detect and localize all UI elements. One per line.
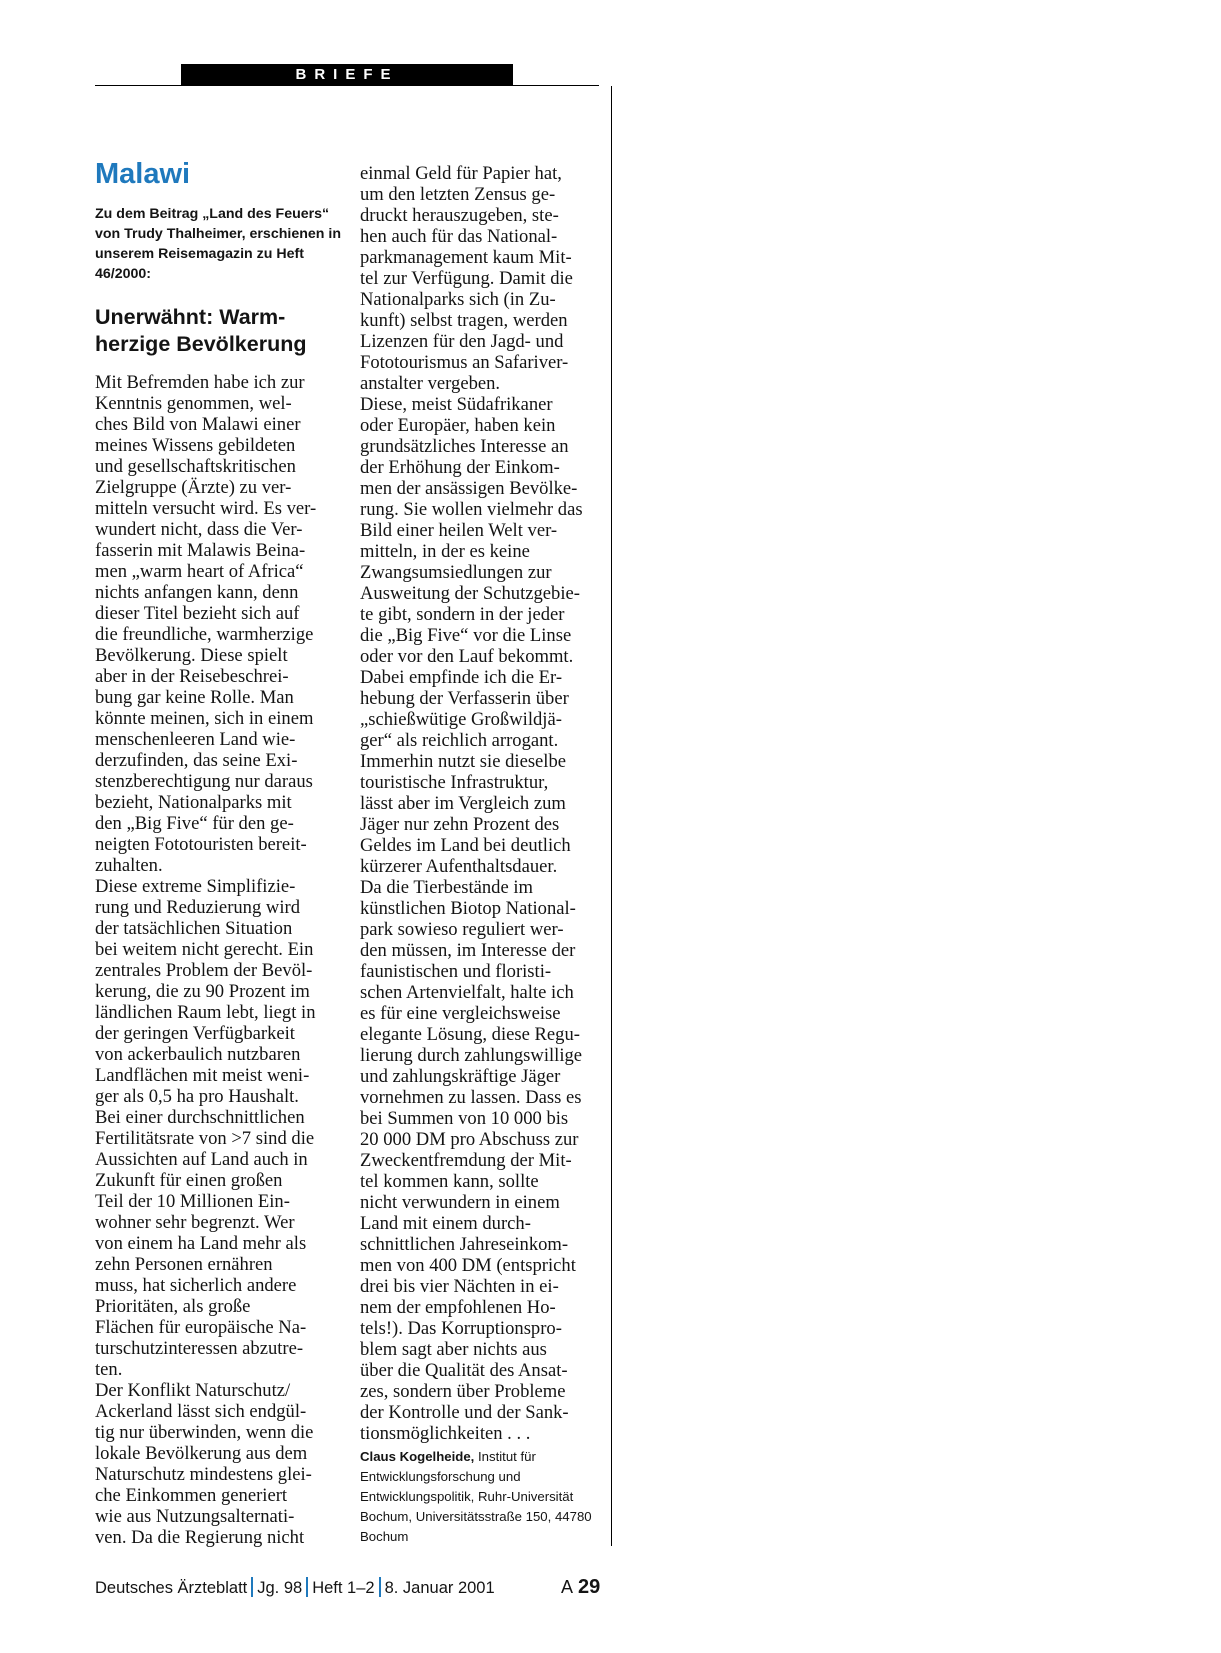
text-line: ven. Da die Regierung nicht bbox=[95, 1527, 305, 1548]
text-line: lierung durch zahlungswillige bbox=[360, 1045, 583, 1066]
text-line: Zweckentfremdung der Mit- bbox=[360, 1150, 572, 1171]
text-line: einmal Geld für Papier hat, bbox=[360, 163, 562, 184]
footer-separator bbox=[306, 1577, 308, 1597]
text-line: 20 000 DM pro Abschuss zur bbox=[360, 1129, 579, 1150]
section-header-bar: BRIEFE bbox=[181, 64, 513, 86]
text-line: wie aus Nutzungsalternati- bbox=[95, 1506, 295, 1527]
text-line: Bevölkerung. Diese spielt bbox=[95, 645, 288, 666]
text-line: den müssen, im Interesse der bbox=[360, 940, 576, 961]
text-line: Bei einer durchschnittlichen bbox=[95, 1107, 305, 1128]
text-line: Jäger nur zehn Prozent des bbox=[360, 814, 560, 835]
page-number-value: 29 bbox=[578, 1576, 601, 1598]
text-line: Nationalparks sich (in Zu- bbox=[360, 289, 556, 310]
text-line: meines Wissens gebildeten bbox=[95, 435, 296, 456]
text-line: drei bis vier Nächten in ei- bbox=[360, 1276, 559, 1297]
text-line: schnittlichen Jahreseinkom- bbox=[360, 1234, 569, 1255]
text-line: muss, hat sicherlich andere bbox=[95, 1275, 297, 1296]
text-line: Landflächen mit meist weni- bbox=[95, 1065, 310, 1086]
text-line: nicht verwundern in einem bbox=[360, 1192, 560, 1213]
text-line: Zielgruppe (Ärzte) zu ver- bbox=[95, 477, 292, 498]
text-line: Flächen für europäische Na- bbox=[95, 1317, 307, 1338]
intro-line: unserem Reisemagazin zu Heft bbox=[95, 246, 304, 262]
text-line: kerung, die zu 90 Prozent im bbox=[95, 981, 310, 1002]
text-line: Prioritäten, als große bbox=[95, 1296, 251, 1317]
text-line: te gibt, sondern in der jeder bbox=[360, 604, 565, 625]
text-line: grundsätzliches Interesse an bbox=[360, 436, 569, 457]
text-line: Dabei empfinde ich die Er- bbox=[360, 667, 563, 688]
text-line: zentrales Problem der Bevöl- bbox=[95, 960, 313, 981]
text-line: druckt herauszugeben, ste- bbox=[360, 205, 559, 226]
text-line: bezieht, Nationalparks mit bbox=[95, 792, 292, 813]
top-rule bbox=[95, 85, 599, 86]
text-line: über die Qualität des Ansat- bbox=[360, 1360, 568, 1381]
text-line: kürzerer Aufenthaltsdauer. bbox=[360, 856, 558, 877]
text-line: Der Konflikt Naturschutz/ bbox=[95, 1380, 291, 1401]
text-line: ger als 0,5 ha pro Haushalt. bbox=[95, 1086, 299, 1107]
signature-name: Claus Kogelheide, bbox=[360, 1449, 475, 1464]
text-line: um den letzten Zensus ge- bbox=[360, 184, 556, 205]
signature-line: Entwicklungsforschung und bbox=[360, 1469, 521, 1484]
signature-line: Entwicklungspolitik, Ruhr-Universität bbox=[360, 1489, 574, 1504]
page-number bbox=[561, 1573, 600, 1601]
text-line: zes, sondern über Probleme bbox=[360, 1381, 566, 1402]
text-line: park sowieso reguliert wer- bbox=[360, 919, 564, 940]
text-line: menschenleeren Land wie- bbox=[95, 729, 296, 750]
headline-line: herzige Bevölkerung bbox=[95, 332, 307, 356]
text-line: der tatsächlichen Situation bbox=[95, 918, 293, 939]
text-line: touristische Infrastruktur, bbox=[360, 772, 549, 793]
text-line: ländlichen Raum lebt, liegt in bbox=[95, 1002, 316, 1023]
text-line: der Erhöhung der Einkom- bbox=[360, 457, 560, 478]
text-line: zuhalten. bbox=[95, 855, 163, 876]
text-line: Naturschutz mindestens glei- bbox=[95, 1464, 312, 1485]
text-line: bung gar keine Rolle. Man bbox=[95, 687, 294, 708]
text-line: hebung der Verfasserin über bbox=[360, 688, 569, 709]
text-line: neigten Fototouristen bereit- bbox=[95, 834, 307, 855]
text-line: Da die Tierbestände im bbox=[360, 877, 533, 898]
text-line: derzufinden, das seine Exi- bbox=[95, 750, 298, 771]
signature-first-line bbox=[360, 1447, 605, 1467]
page-prefix: A bbox=[561, 1577, 574, 1597]
text-line: men „warm heart of Africa“ bbox=[95, 561, 304, 582]
text-line: Immerhin nutzt sie dieselbe bbox=[360, 751, 567, 772]
text-line: blem sagt aber nichts aus bbox=[360, 1339, 547, 1360]
text-line: schen Artenvielfalt, halte ich bbox=[360, 982, 574, 1003]
text-line: von einem ha Land mehr als bbox=[95, 1233, 307, 1254]
text-line: bei Summen von 10 000 bis bbox=[360, 1108, 569, 1129]
text-line: men von 400 DM (entspricht bbox=[360, 1255, 576, 1276]
text-line: fasserin mit Malawis Beina- bbox=[95, 540, 306, 561]
signature-line: Bochum, Universitätsstraße 150, 44780 bbox=[360, 1509, 592, 1524]
text-line: Land mit einem durch- bbox=[360, 1213, 531, 1234]
text-line: den „Big Five“ für den ge- bbox=[95, 813, 294, 834]
text-line: mitteln versucht wird. Es ver- bbox=[95, 498, 317, 519]
text-line: anstalter vergeben. bbox=[360, 373, 501, 394]
text-line: Diese, meist Südafrikaner bbox=[360, 394, 553, 415]
text-line: Diese extreme Simplifizie- bbox=[95, 876, 296, 897]
text-line: parkmanagement kaum Mit- bbox=[360, 247, 572, 268]
text-line: oder Europäer, haben kein bbox=[360, 415, 556, 436]
text-line: lässt aber im Vergleich zum bbox=[360, 793, 566, 814]
text-line: mitteln, in der es keine bbox=[360, 541, 530, 562]
text-line: von ackerbaulich nutzbaren bbox=[95, 1044, 301, 1065]
footer-publication: Deutsches Ärzteblatt bbox=[95, 1579, 248, 1597]
text-line: tels!). Das Korruptionspro- bbox=[360, 1318, 562, 1339]
text-line: tig nur überwinden, wenn die bbox=[95, 1422, 314, 1443]
text-line: Lizenzen für den Jagd- und bbox=[360, 331, 564, 352]
text-line: oder vor den Lauf bekommt. bbox=[360, 646, 574, 667]
text-line: che Einkommen generiert bbox=[95, 1485, 288, 1506]
letter-headline bbox=[95, 304, 335, 358]
text-line: künstlichen Biotop National- bbox=[360, 898, 576, 919]
text-line: vornehmen zu lassen. Dass es bbox=[360, 1087, 582, 1108]
text-line: Ausweitung der Schutzgebie- bbox=[360, 583, 580, 604]
text-line: der geringen Verfügbarkeit bbox=[95, 1023, 295, 1044]
text-line: zehn Personen ernähren bbox=[95, 1254, 273, 1275]
text-line: wohner sehr begrenzt. Wer bbox=[95, 1212, 295, 1233]
left-column bbox=[95, 156, 341, 1548]
text-line: ten. bbox=[95, 1359, 123, 1380]
text-line: wundert nicht, dass die Ver- bbox=[95, 519, 303, 540]
text-line: kunft) selbst tragen, werden bbox=[360, 310, 568, 331]
text-line: turschutzinteressen abzutre- bbox=[95, 1338, 304, 1359]
footer-date: 8. Januar 2001 bbox=[384, 1579, 495, 1597]
text-line: hen auch für das National- bbox=[360, 226, 558, 247]
letter-signature bbox=[360, 1447, 605, 1547]
signature-line: Bochum bbox=[360, 1529, 409, 1544]
signature-affiliation: Institut für bbox=[474, 1449, 536, 1464]
text-line: die freundliche, warmherzige bbox=[95, 624, 314, 645]
letter-intro bbox=[95, 204, 341, 284]
text-line: Teil der 10 Millionen Ein- bbox=[95, 1191, 290, 1212]
text-line: Aussichten auf Land auch in bbox=[95, 1149, 308, 1170]
text-line: ches Bild von Malawi einer bbox=[95, 414, 301, 435]
text-line: ger“ als reichlich arrogant. bbox=[360, 730, 559, 751]
text-line: Fototourismus an Safariver- bbox=[360, 352, 569, 373]
text-line: nichts anfangen kann, denn bbox=[95, 582, 299, 603]
text-line: Fertilitätsrate von >7 sind die bbox=[95, 1128, 315, 1149]
footer-volume: Jg. 98 bbox=[257, 1579, 303, 1597]
footer-issue: Heft 1–2 bbox=[312, 1579, 375, 1597]
text-line: rung und Reduzierung wird bbox=[95, 897, 301, 918]
text-line: „schießwütige Großwildjä- bbox=[360, 709, 562, 730]
text-line: nem der empfohlenen Ho- bbox=[360, 1297, 556, 1318]
text-line: es für eine vergleichsweise bbox=[360, 1003, 561, 1024]
text-line: Mit Befremden habe ich zur bbox=[95, 372, 305, 393]
intro-line: von Trudy Thalheimer, erschienen in bbox=[95, 226, 341, 242]
text-line: men der ansässigen Bevölke- bbox=[360, 478, 578, 499]
footer-separator bbox=[379, 1577, 381, 1597]
text-line: und zahlungskräftige Jäger bbox=[360, 1066, 561, 1087]
text-line: elegante Lösung, diese Regu- bbox=[360, 1024, 580, 1045]
footer-separator bbox=[251, 1577, 253, 1597]
text-line: die „Big Five“ vor die Linse bbox=[360, 625, 572, 646]
text-line: aber in der Reisebeschrei- bbox=[95, 666, 289, 687]
text-line: rung. Sie wollen vielmehr das bbox=[360, 499, 583, 520]
text-line: bei weitem nicht gerecht. Ein bbox=[95, 939, 314, 960]
text-line: Zwangsumsiedlungen zur bbox=[360, 562, 552, 583]
intro-line: 46/2000: bbox=[95, 266, 152, 282]
intro-line: Zu dem Beitrag „Land des Feuers“ bbox=[95, 206, 330, 222]
text-line: Zukunft für einen großen bbox=[95, 1170, 283, 1191]
column-rule bbox=[611, 86, 612, 1546]
left-body-text bbox=[95, 372, 335, 1548]
text-line: Kenntnis genommen, wel- bbox=[95, 393, 292, 414]
text-line: tionsmöglichkeiten . . . bbox=[360, 1423, 531, 1444]
text-line: Bild einer heilen Welt ver- bbox=[360, 520, 558, 541]
text-line: tel kommen kann, sollte bbox=[360, 1171, 539, 1192]
right-column bbox=[360, 163, 605, 1547]
page-footer bbox=[95, 1576, 495, 1600]
text-line: tel zur Verfügung. Damit die bbox=[360, 268, 573, 289]
headline-line: Unerwähnt: Warm- bbox=[95, 305, 286, 329]
letter-topic-title: Malawi bbox=[95, 158, 191, 190]
text-line: faunistischen und floristi- bbox=[360, 961, 552, 982]
text-line: dieser Titel bezieht sich auf bbox=[95, 603, 300, 624]
text-line: Ackerland lässt sich endgül- bbox=[95, 1401, 307, 1422]
text-line: lokale Bevölkerung aus dem bbox=[95, 1443, 308, 1464]
text-line: stenzberechtigung nur daraus bbox=[95, 771, 313, 792]
text-line: und gesellschaftskritischen bbox=[95, 456, 296, 477]
right-body-text bbox=[360, 163, 605, 1444]
text-line: Geldes im Land bei deutlich bbox=[360, 835, 571, 856]
text-line: der Kontrolle und der Sank- bbox=[360, 1402, 569, 1423]
text-line: könnte meinen, sich in einem bbox=[95, 708, 314, 729]
